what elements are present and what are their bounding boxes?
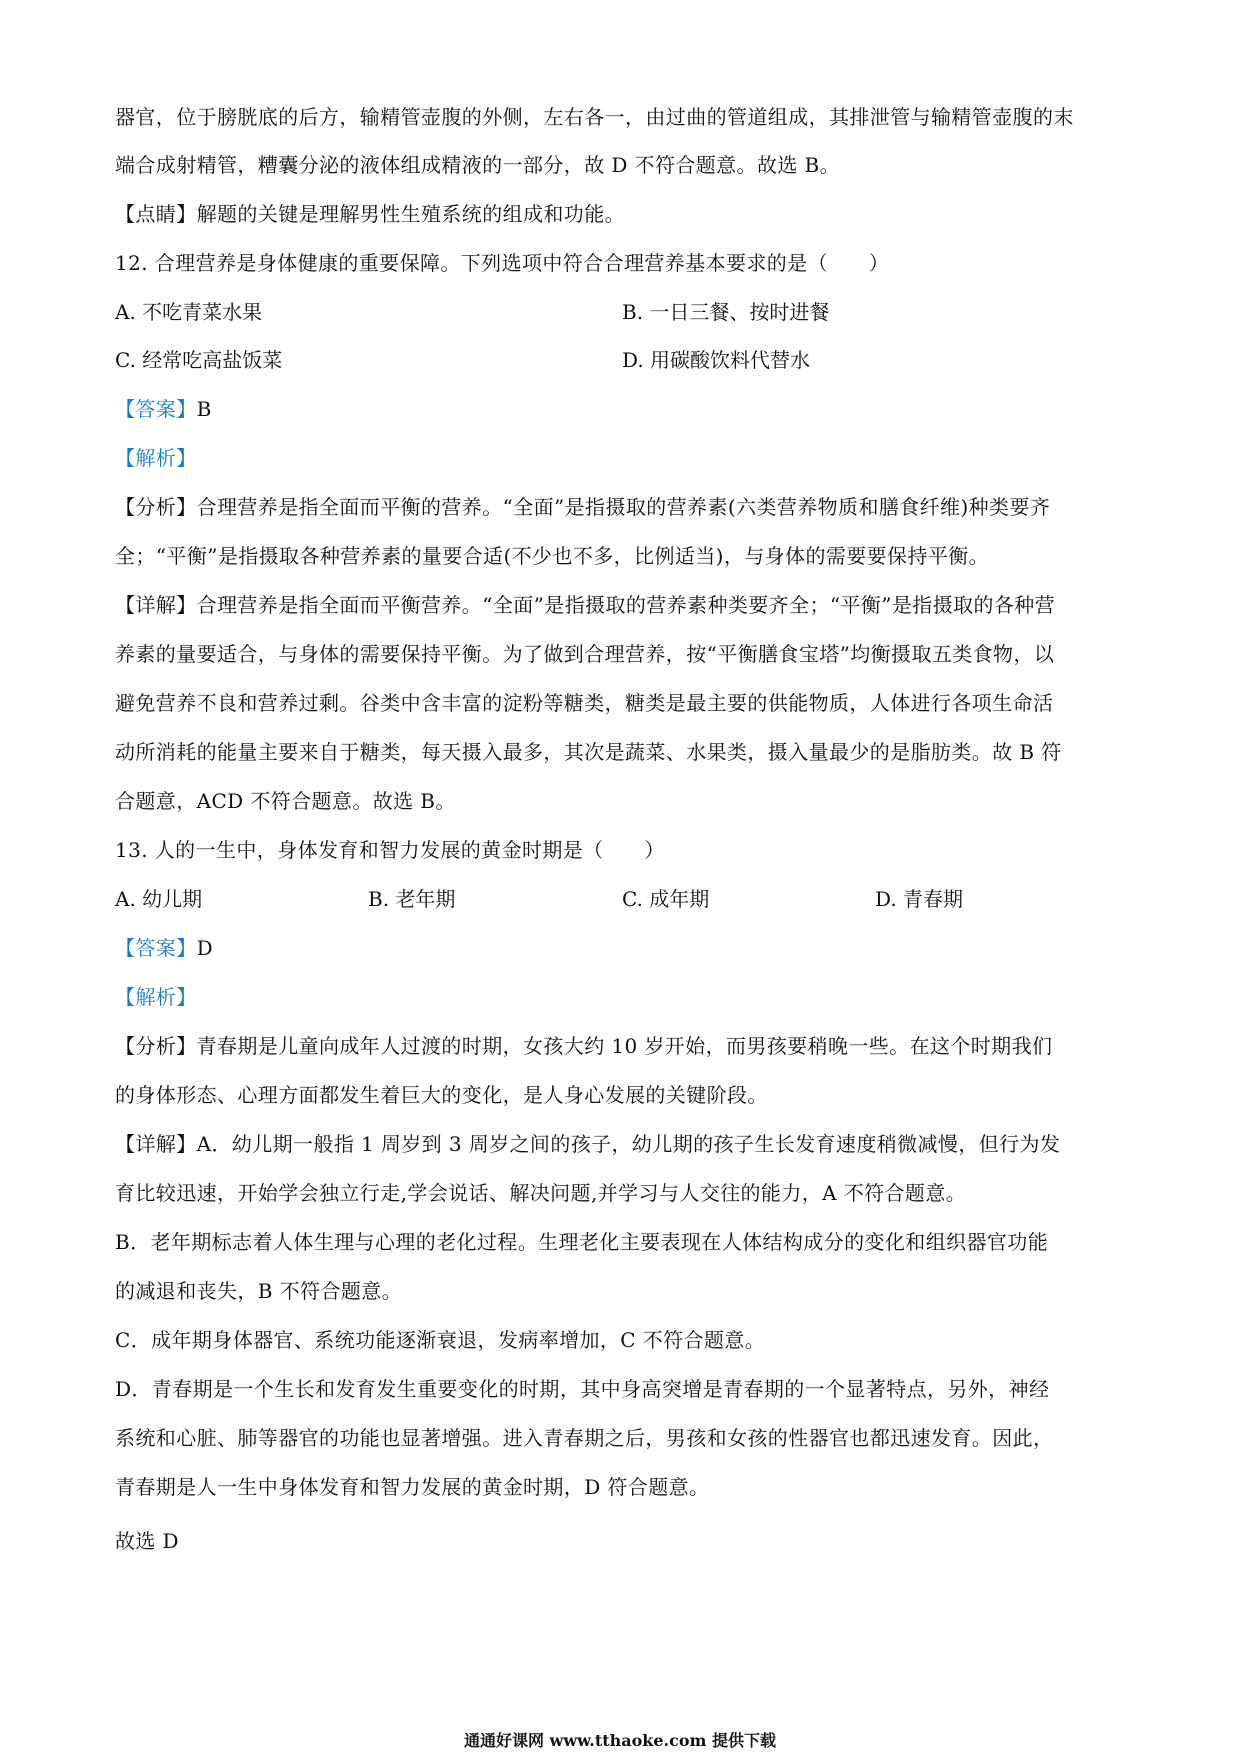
answer-value: B <box>196 397 212 421</box>
question-12-stem: 12. 合理营养是身体健康的重要保障。下列选项中符合合理营养基本要求的是（ ） <box>115 251 890 275</box>
q12-answer <box>115 396 212 422</box>
q12-jiexi-tag: 【解析】 <box>115 446 197 470</box>
q13-xiangjie-line: B．老年期标志着人体生理与心理的老化过程。生理老化主要表现在人体结构成分的变化和组织器官功能 <box>115 1230 1049 1254</box>
q13-xiangjie-line: D．青春期是一个生长和发育发生重要变化的时期，其中身高突增是青春期的一个显著特点，另外，神经 <box>115 1377 1050 1401</box>
q13-xiangjie-line: 系统和心脏、肺等器官的功能也显著增强。进入青春期之后，男孩和女孩的性器官也都迅速发育。因此， <box>115 1426 1054 1450</box>
question-13-stem: 13. 人的一生中，身体发育和智力发展的黄金时期是（ ） <box>115 838 665 862</box>
q12-xiangjie-line: 动所消耗的能量主要来自于糖类，每天摄入最多，其次是蔬菜、水果类，摄入量最少的是脂肪类。故 B 符 <box>115 740 1062 764</box>
answer-tag: 【答案】 <box>115 936 197 960</box>
q13-option-a: A. 幼儿期 <box>115 887 203 911</box>
q13-xiangjie-line: 育比较迅速，开始学会独立行走,学会说话、解决问题,并学习与人交往的能力，A 不符合题意。 <box>115 1181 967 1205</box>
q13-conclusion: 故选 D <box>115 1529 179 1553</box>
q13-xiangjie-line: 【详解】A．幼儿期一般指 1 周岁到 3 周岁之间的孩子，幼儿期的孩子生长发育速度稍微减慢，但行为发 <box>115 1132 1061 1156</box>
q12-xiangjie-line: 合题意，ACD 不符合题意。故选 B。 <box>115 789 456 813</box>
q12-xiangjie-line: 避免营养不良和营养过剩。谷类中含丰富的淀粉等糖类，糖类是最主要的供能物质，人体进行各项生命活 <box>115 691 1054 715</box>
q13-option-c: C. 成年期 <box>622 887 710 911</box>
q13-option-d: D. 青春期 <box>875 887 964 911</box>
q12-xiangjie-line: 【详解】合理营养是指全面而平衡营养。“全面”是指摄取的营养素种类要齐全；“平衡”是指摄取的各种营 <box>115 593 1056 617</box>
q12-option-d: D. 用碳酸饮料代替水 <box>622 348 811 372</box>
answer-value: D <box>196 936 214 960</box>
q12-fenxi-line: 【分析】合理营养是指全面而平衡的营养。“全面”是指摄取的营养素(六类营养物质和膳食纤维)种类要齐 <box>115 495 1051 519</box>
q13-answer <box>115 935 213 961</box>
q12-option-b: B. 一日三餐、按时进餐 <box>622 300 830 324</box>
footer-text: 通通好课网 www.tthaoke.com 提供下载 <box>463 1731 777 1750</box>
q13-fenxi-line: 【分析】青春期是儿童向成年人过渡的时期，女孩大约 10 岁开始，而男孩要稍晚一些。在这个时期我们 <box>115 1034 1053 1058</box>
answer-tag: 【答案】 <box>115 397 197 421</box>
q12-xiangjie-line: 养素的量要适合，与身体的需要保持平衡。为了做到合理营养，按“平衡膳食宝塔”均衡摄取五类食物，以 <box>115 642 1055 666</box>
q12-fenxi-line: 全；“平衡”是指摄取各种营养素的量要合适(不少也不多，比例适当)，与身体的需要要保持平衡。 <box>115 544 990 568</box>
q13-xiangjie-line: C．成年期身体器官、系统功能逐渐衰退，发病率增加，C 不符合题意。 <box>115 1328 766 1352</box>
q12-option-c: C. 经常吃高盐饭菜 <box>115 348 283 372</box>
q13-fenxi-line: 的身体形态、心理方面都发生着巨大的变化，是人身心发展的关键阶段。 <box>115 1083 768 1107</box>
dianjing-line: 【点睛】解题的关键是理解男性生殖系统的组成和功能。 <box>115 202 625 226</box>
q13-option-b: B. 老年期 <box>368 887 456 911</box>
q13-jiexi-tag: 【解析】 <box>115 985 197 1009</box>
q13-xiangjie-line: 的减退和丧失，B 不符合题意。 <box>115 1279 403 1303</box>
q13-xiangjie-line: 青春期是人一生中身体发育和智力发展的黄金时期，D 符合题意。 <box>115 1475 710 1499</box>
text-line: 端合成射精管，糟囊分泌的液体组成精液的一部分，故 D 不符合题意。故选 B。 <box>115 153 841 177</box>
q12-option-a: A. 不吃青菜水果 <box>115 300 263 324</box>
text-line: 器官，位于膀胱底的后方，输精管壶腹的外侧，左右各一，由过曲的管道组成，其排泄管与输精管壶腹的末 <box>115 105 1074 129</box>
